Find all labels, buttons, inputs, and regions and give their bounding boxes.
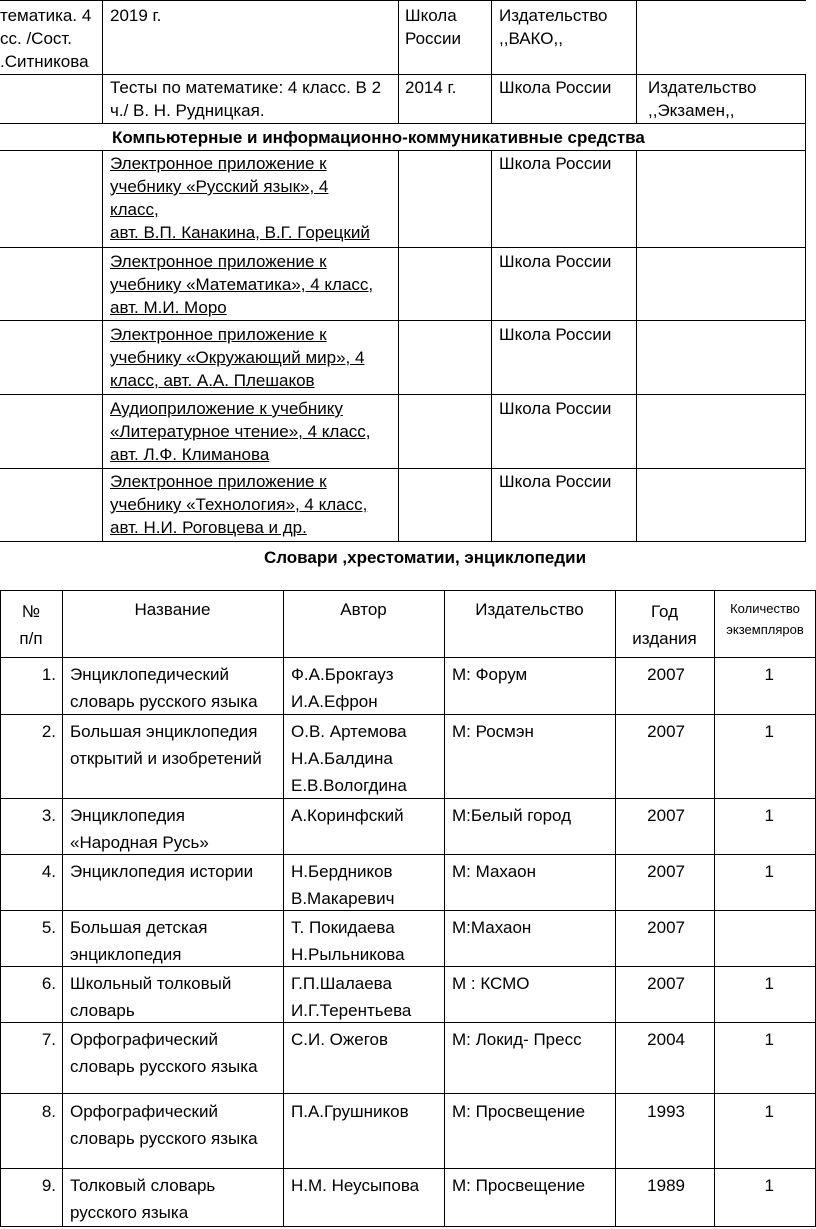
column-header: Год издания	[632, 602, 697, 648]
rule	[0, 123, 806, 124]
table-cell: Школа России	[499, 399, 612, 418]
table-cell-count: 1	[764, 722, 774, 741]
table-cell-name: Школьный толковый словарь	[70, 974, 232, 1020]
list-item: Электронное приложение к учебнику «Математика», 4 класс, авт. М.И. Моро	[110, 252, 374, 317]
table-cell-count: 1	[764, 665, 774, 684]
rule	[636, 150, 637, 541]
rule	[0, 541, 806, 542]
section-heading: Словари ,хрестоматии, энциклопедии	[263, 548, 587, 567]
rule	[0, 150, 806, 151]
table-cell-num: 8.	[41, 1102, 56, 1121]
rule	[0, 247, 806, 248]
table-cell-publisher: М:Белый город	[452, 806, 572, 825]
table-cell-author: С.И. Ожегов	[291, 1030, 389, 1049]
rule	[0, 320, 806, 321]
table-cell-name: Орфографический словарь русского языка	[70, 1030, 258, 1076]
table-cell-author: Н.М. Неусыпова	[291, 1176, 420, 1195]
table-cell-year: 2007	[647, 974, 685, 993]
table-cell-year: 2007	[647, 862, 685, 881]
table-cell: Школа России	[499, 252, 612, 271]
table-cell: 2019 г.	[110, 6, 162, 25]
table-cell-num: 1.	[41, 665, 56, 684]
table-cell-author: Н.Бердников В.Макаревич	[291, 862, 395, 908]
list-item: Электронное приложение к учебнику «Окружающий мир», 4 класс, авт. А.А. Плешаков	[110, 325, 365, 390]
table-cell-count: 1	[764, 1030, 774, 1049]
rule	[491, 0, 492, 123]
table-cell: Издательство ,,ВАКО,,	[499, 6, 608, 48]
rule	[0, 1093, 816, 1094]
table-cell-count: 1	[764, 862, 774, 881]
rule	[0, 590, 816, 591]
column-header: Автор	[340, 600, 387, 619]
table-cell-author: О.В. Артемова Н.А.Балдина Е.В.Вологдина	[291, 722, 407, 795]
table-cell: Школа России	[499, 325, 612, 344]
table-cell-year: 2004	[647, 1030, 685, 1049]
column-header: Количество экземпляров	[726, 601, 804, 637]
column-header: Название	[134, 600, 211, 619]
table-cell-name: Энциклопедия «Народная Русь»	[70, 806, 209, 852]
rule	[0, 74, 806, 75]
table-cell-year: 2007	[647, 722, 685, 741]
table-cell-name: Большая энциклопедия открытий и изобретений	[70, 722, 262, 768]
list-item: Электронное приложение к учебнику «Русский язык», 4 класс, авт. В.П. Канакина, В.Г. Горецкий	[110, 154, 370, 242]
table-cell-name: Орфографический словарь русского языка	[70, 1102, 258, 1148]
table-cell-publisher: М: Просвещение	[452, 1176, 586, 1195]
table-cell-count: 1	[764, 1176, 774, 1195]
table-cell-publisher: М: Росмэн	[452, 722, 534, 741]
rule	[0, 1226, 816, 1227]
table-cell-year: 1993	[647, 1102, 685, 1121]
table-cell-count: 1	[764, 974, 774, 993]
table-cell-count: 1	[764, 1102, 774, 1121]
table-cell-num: 3.	[41, 806, 56, 825]
rule	[102, 150, 103, 541]
table-cell: тематика. 4 сс. /Сост. .Ситникова	[0, 6, 92, 71]
rule	[805, 74, 806, 541]
rule	[398, 0, 399, 123]
table-cell-author: А.Коринфский	[291, 806, 404, 825]
table-cell-author: Ф.А.Брокгауз И.А.Ефрон	[291, 665, 394, 711]
table-cell-year: 2007	[647, 665, 685, 684]
table-cell-name: Энциклопедический словарь русского языка	[70, 665, 258, 711]
rule	[636, 0, 637, 123]
table-cell-publisher: М:Махаон	[452, 918, 532, 937]
table-cell-publisher: М: Махаон	[452, 862, 537, 881]
table-cell-name: Энциклопедия истории	[70, 862, 254, 881]
list-item: Электронное приложение к учебнику «Технология», 4 класс, авт. Н.И. Роговцева и др.	[110, 472, 368, 537]
table-cell-num: 7.	[41, 1030, 56, 1049]
table-cell-publisher: М: Локид- Пресс	[452, 1030, 582, 1049]
rule	[0, 468, 806, 469]
table-cell-num: 5.	[41, 918, 56, 937]
rule	[398, 150, 399, 541]
table-cell-author: Г.П.Шалаева И.Г.Терентьева	[291, 974, 412, 1020]
table-cell-name: Толковый словарь русского языка	[70, 1176, 216, 1222]
rule	[0, 0, 806, 1]
table-cell-year: 2007	[647, 806, 685, 825]
table-cell-count: 1	[764, 806, 774, 825]
column-header: Издательство	[475, 600, 584, 619]
table-cell-num: 2.	[41, 722, 56, 741]
table-cell-publisher: М : КСМО	[452, 974, 530, 993]
rule	[491, 150, 492, 541]
table-cell-name: Большая детская энциклопедия	[70, 918, 208, 964]
rule	[0, 657, 816, 658]
table-cell-publisher: М: Форум	[452, 665, 528, 684]
table-cell: Школа России	[405, 6, 462, 48]
list-item: Аудиоприложение к учебнику «Литературное чтение», 4 класс, авт. Л.Ф. Климанова	[110, 399, 371, 464]
table-cell-year: 1989	[647, 1176, 685, 1195]
table-cell: Школа России	[499, 78, 612, 97]
rule	[0, 394, 806, 395]
table-cell-publisher: М: Просвещение	[452, 1102, 586, 1121]
table-cell-num: 6.	[41, 974, 56, 993]
table-cell: Издательство ,,Экзамен,,	[648, 78, 757, 120]
table-cell: Школа России	[499, 472, 612, 491]
column-header: № п/п	[19, 602, 43, 648]
rule	[62, 590, 63, 1227]
table-cell: Тесты по математике: 4 класс. В 2 ч./ В. Н. Рудницкая.	[110, 78, 382, 120]
rule	[444, 590, 445, 1227]
table-cell-num: 9.	[41, 1176, 56, 1195]
rule	[102, 0, 103, 123]
table-cell-author: П.А.Грушников	[291, 1102, 409, 1121]
table-cell: Школа России	[499, 154, 612, 173]
rule	[0, 1168, 816, 1169]
table-cell: 2014 г.	[405, 78, 457, 97]
table-cell-year: 2007	[647, 918, 685, 937]
table-cell-num: 4.	[41, 862, 56, 881]
table-cell-author: Т. Покидаева Н.Рыльникова	[291, 918, 405, 964]
section-header: Компьютерные и информационно-коммуникативные средства	[112, 128, 645, 147]
rule	[283, 590, 284, 1227]
